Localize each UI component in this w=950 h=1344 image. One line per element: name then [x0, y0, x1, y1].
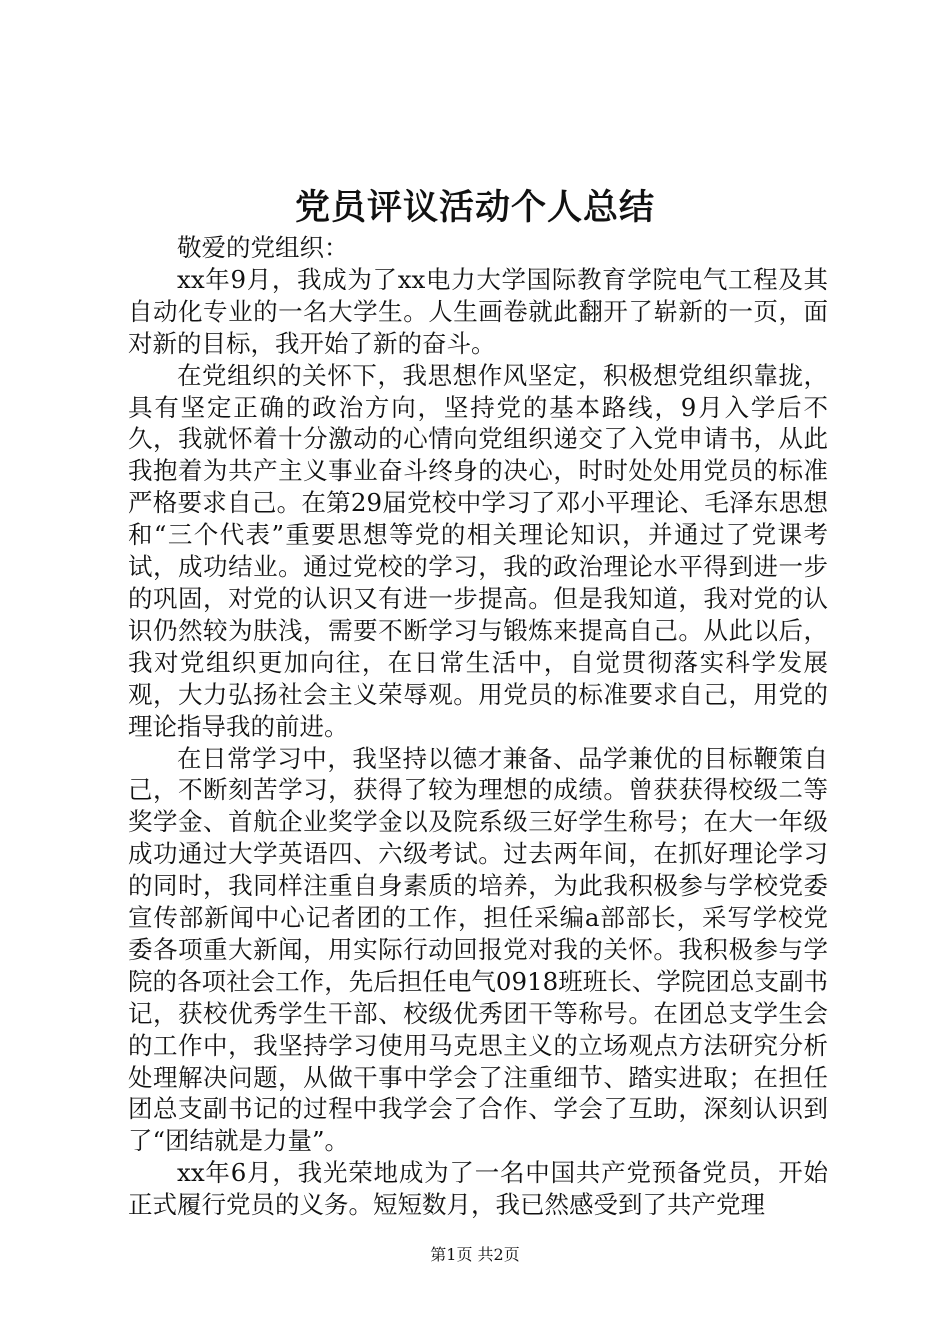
salutation: 敬爱的党组织：: [177, 233, 349, 262]
paragraph-4: xx年6月，我光荣地成为了一名中国共产党预备党员，开始正式履行党员的义务。短短数月，我已然感受到了共产党理: [128, 1158, 828, 1220]
page-footer: 第1页 共2页: [430, 1245, 520, 1264]
paragraph-3: 在日常学习中，我坚持以德才兼备、品学兼优的目标鞭策自己，不断刻苦学习，获得了较为理想的成绩。曾获获得校级二等奖学金、首航企业奖学金以及院系级三好学生称号；在大一年级成功通过大学英语四、六级考试。过去两年间，在抓好理论学习的同时，我同样注重自身素质的培养，为此我积极参与学校党委宣传部新闻中心记者团的工作，担任采编a部部长，采写学校党委各项重大新闻，用实际行动回报党对我的关怀。我积极参与学院的各项社会工作，先后担任电气0918班班长、学院团总支副书记，获校优秀学生干部、校级优秀团干等称号。在团总支学生会的工作中，我坚持学习使用马克思主义的立场观点方法研究分析处理解决问题，从做干事中学会了注重细节、踏实进取；在担任团总支副书记的过程中我学会了合作、学会了互助，深刻认识到了“团结就是力量”。: [128, 743, 828, 1156]
document-body: [128, 232, 828, 1221]
paragraph-2: 在党组织的关怀下，我思想作风坚定，积极想党组织靠拢，具有坚定正确的政治方向，坚持党的基本路线，9月入学后不久，我就怀着十分激动的心情向党组织递交了入党申请书，从此我抱着为共产主义事业奋斗终身的决心，时时处处用党员的标准严格要求自己。在第29届党校中学习了邓小平理论、毛泽东思想和“三个代表”重要思想等党的相关理论知识，并通过了党课考试，成功结业。通过党校的学习，我的政治理论水平得到进一步的巩固，对党的认识又有进一步提高。但是我知道，我对党的认识仍然较为肤浅，需要不断学习与锻炼来提高自己。从此以后，我对党组织更加向往，在日常生活中，自觉贯彻落实科学发展观，大力弘扬社会主义荣辱观。用党员的标准要求自己，用党的理论指导我的前进。: [128, 360, 828, 741]
document-title: 党员评议活动个人总结: [294, 188, 655, 228]
paragraph-1: xx年9月，我成为了xx电力大学国际教育学院电气工程及其自动化专业的一名大学生。人生画卷就此翻开了崭新的一页，面对新的目标，我开始了新的奋斗。: [128, 264, 828, 358]
